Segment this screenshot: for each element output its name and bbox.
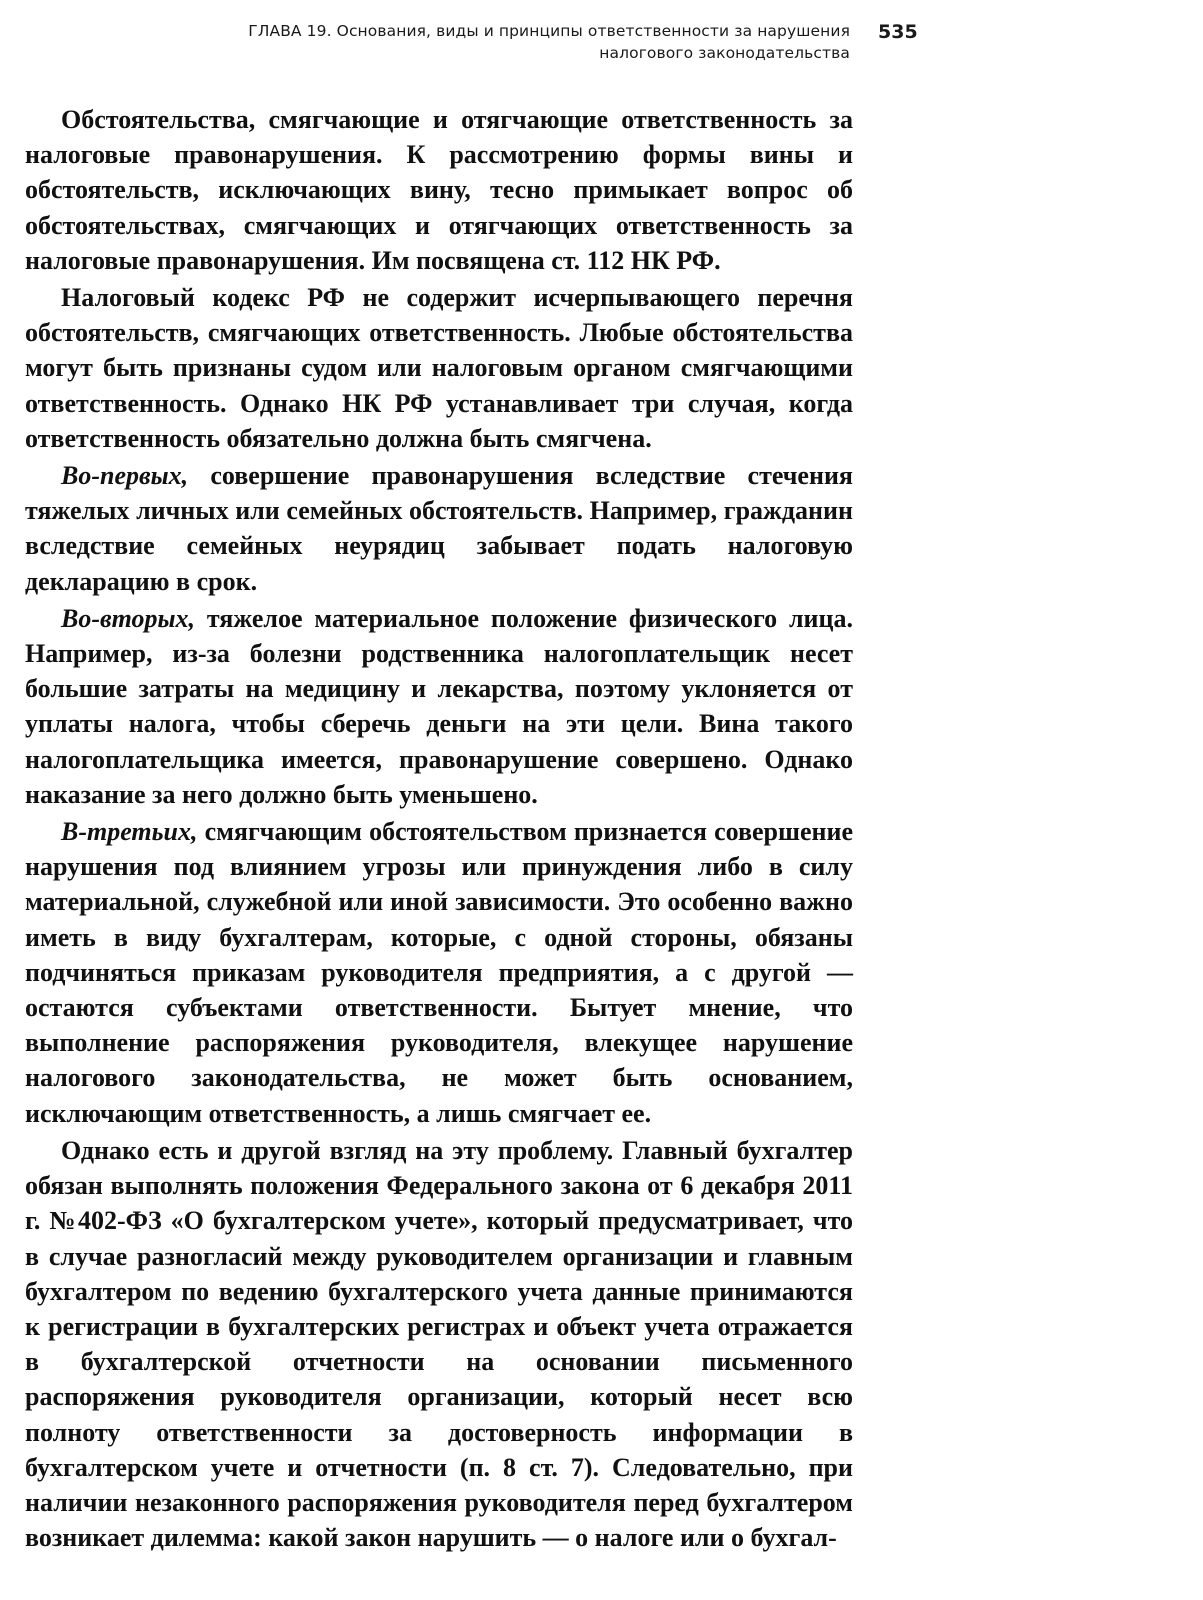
paragraph-text: совершение правонарушения вследствие стечения тяжелых личных или семейных обстоятельств. Например, гражданин вследствие семейных неурядиц забывает подать налоговую декларацию в срок. (25, 461, 853, 596)
paragraph-thirdly (25, 814, 853, 1131)
paragraph-lead: В-третьих, (61, 817, 198, 847)
chapter-title-line-1: ГЛАВА 19. Основания, виды и принципы ответственности за нарушения (248, 22, 850, 40)
section-heading: Обстоятельства, смягчающие и отягчающие ответственность за налоговые правонарушения. (25, 105, 853, 170)
paragraph-text: К рассмотрению формы вины и обстоятельств, исключающих вину, тесно примыкает вопрос об обстоятельствах, смягчающих и отягчающих ответственность за налоговые правонарушения. Им посвящена ст. 112 НК РФ. (25, 140, 853, 275)
paragraph-mitigating-circumstances (25, 102, 853, 278)
paragraph-tax-code (25, 280, 853, 456)
body-text (25, 102, 853, 1557)
page-number: 535 (878, 21, 918, 43)
paragraph-text: тяжелое материальное положение физического лица. Например, из-за болезни родственника налогоплательщик несет большие затраты на медицину и лекарства, поэтому уклоняется от уплаты налога, чтобы сберечь деньги на эти цели. Вина такого налогоплательщика имеется, правонарушение совершено. Однако наказание за него должно быть уменьшено. (25, 603, 853, 809)
paragraph-text: смягчающим обстоятельством признается совершение нарушения под влиянием угрозы или принуждения либо в силу материальной, служебной или иной зависимости. Это особенно важно иметь в виду бухгалтерам, которые, с одной стороны, обязаны подчиняться приказам руководителя предприятия, а с другой — остаются субъектами ответственности. Бытует мнение, что выполнение распоряжения руководителя, влекущее нарушение налогового законодательства, не может быть основанием, исключающим ответственность, а лишь смягчает ее. (25, 817, 853, 1128)
paragraph-firstly (25, 458, 853, 599)
paragraph-secondly (25, 601, 853, 812)
chapter-title-line-2: налогового законодательства (599, 44, 850, 62)
paragraph-text: Однако есть и другой взгляд на эту проблему. Главный бухгалтер обязан выполнять положения Федерального закона от 6 декабря 2011 г. №402-ФЗ «О бухгалтерском учете», который предусматривает, что в случае разногласий между руководителем организации и главным бухгалтером по ведению бухгалтерского учета данные принимаются к регистрации в бухгалтерских регистрах и объект учета отражается в бухгалтерской отчетности на основании письменного распоряжения руководителя организации, который несет всю полноту ответственности за достоверность информации в бухгалтерском учете и отчетности (п. 8 ст. 7). Следовательно, при наличии незаконного распоряжения руководителя перед бухгалтером возникает дилемма: какой закон нарушить — о налоге или о бухгал- (25, 1135, 853, 1553)
paragraph-lead: Во-первых, (61, 461, 189, 491)
paragraph-lead: Во-вторых, (61, 603, 196, 633)
running-header (150, 20, 850, 64)
paragraph-text: Налоговый кодекс РФ не содержит исчерпывающего перечня обстоятельств, смягчающих ответственность. Любые обстоятельства могут быть признаны судом или налоговым органом смягчающими ответственность. Однако НК РФ устанавливает три случая, когда ответственность обязательно должна быть смягчена. (25, 283, 853, 453)
paragraph-other-view (25, 1133, 853, 1555)
